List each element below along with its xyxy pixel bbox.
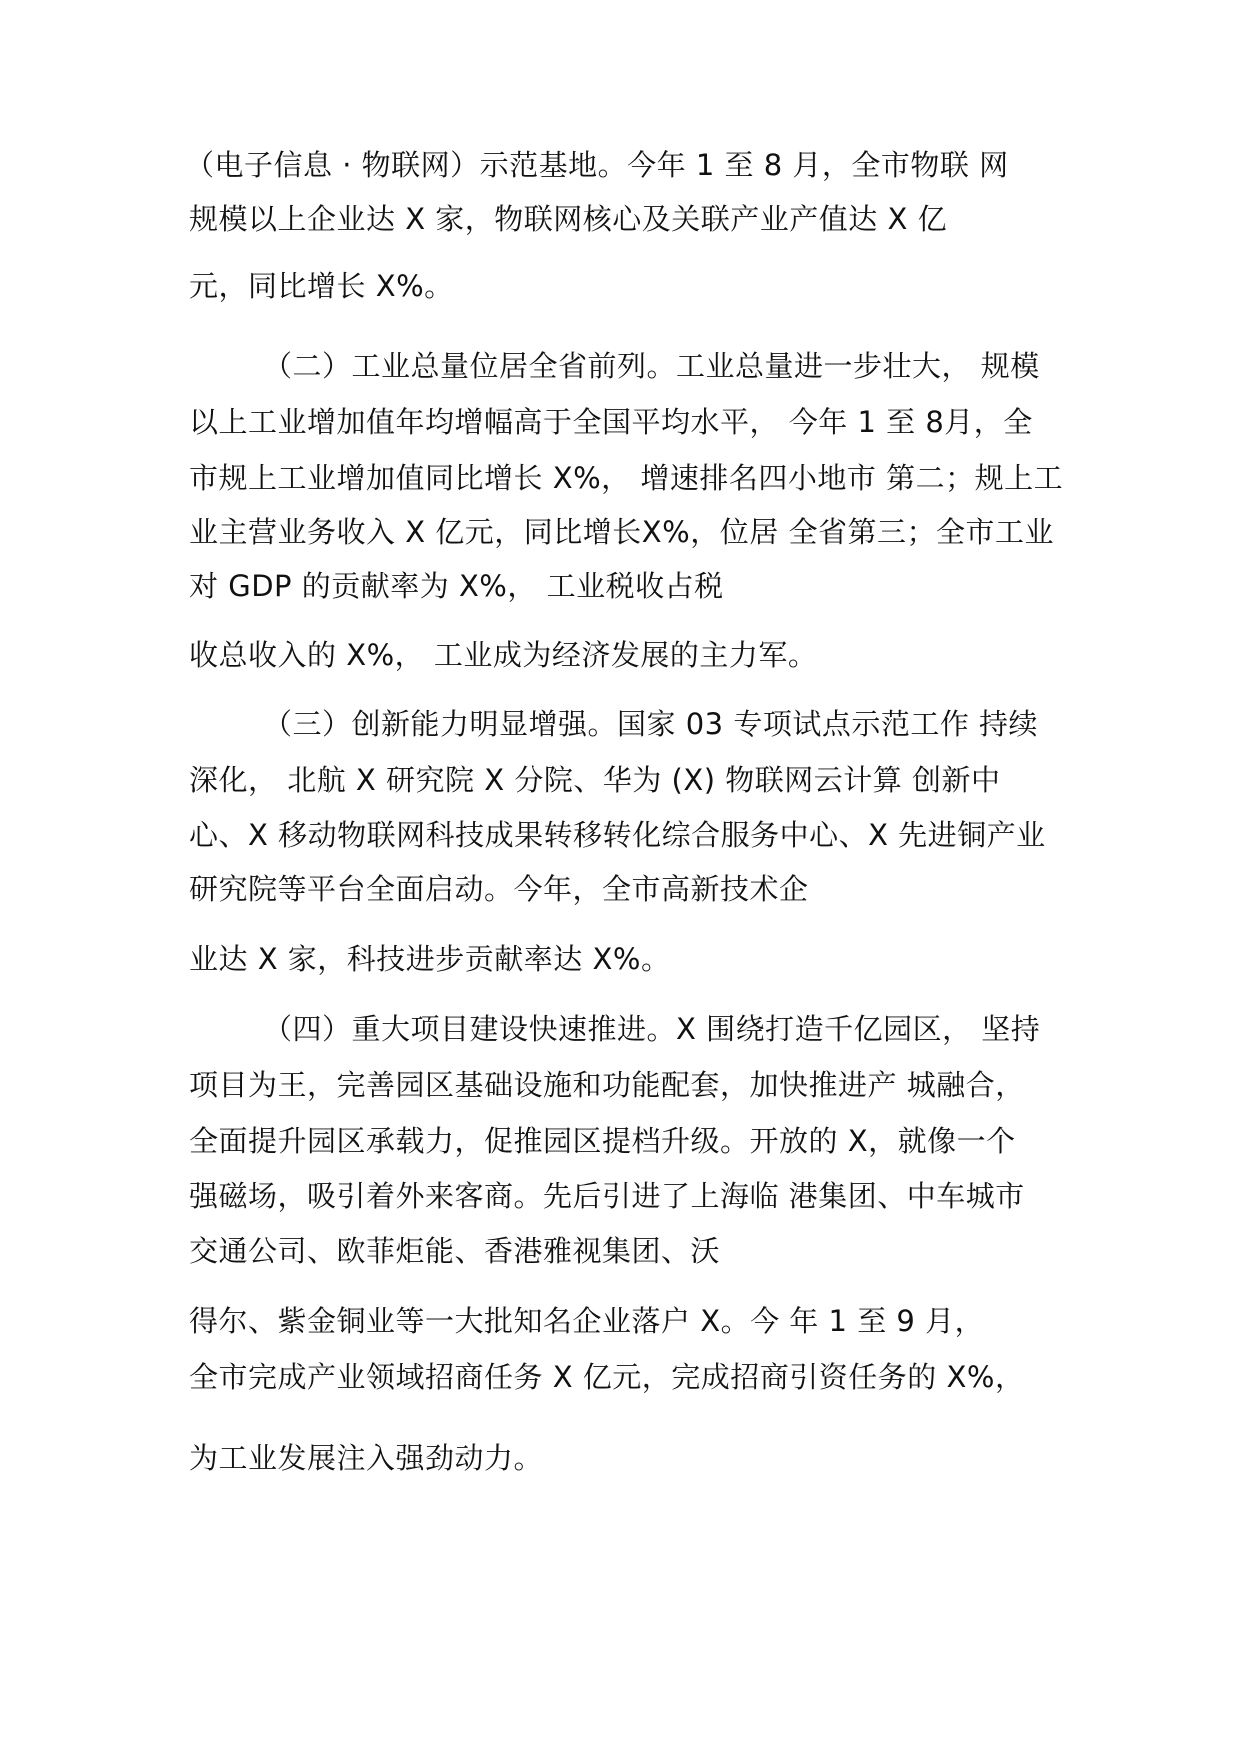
text-line-22: 为工业发展注入强劲动力。 bbox=[189, 1441, 544, 1475]
text-line-5: 以上工业增加值年均增幅高于全国平均水平， 今年 1 至 8月，全 bbox=[189, 405, 1033, 439]
text-line-11: 深化， 北航 X 研究院 X 分院、华为 (X) 物联网云计算 创新中 bbox=[189, 763, 1001, 797]
text-line-15: （四）重大项目建设快速推进。X 围绕打造千亿园区， 坚持 bbox=[263, 1012, 1041, 1046]
text-line-4: （二）工业总量位居全省前列。工业总量进一步壮大， 规模 bbox=[263, 349, 1040, 383]
text-line-7: 业主营业务收入 X 亿元，同比增长X%，位居 全省第三；全市工业 bbox=[189, 515, 1054, 549]
text-line-14: 业达 X 家，科技进步贡献率达 X%。 bbox=[189, 942, 671, 976]
text-line-10: （三）创新能力明显增强。国家 03 专项试点示范工作 持续 bbox=[263, 707, 1039, 741]
text-line-19: 交通公司、欧菲炬能、香港雅视集团、沃 bbox=[189, 1234, 721, 1268]
text-line-8: 对 GDP 的贡献率为 X%， 工业税收占税 bbox=[189, 569, 724, 603]
text-line-1: （电子信息 · 物联网）示范基地。今年 1 至 8 月，全市物联 网 bbox=[185, 148, 1009, 182]
text-line-20: 得尔、紫金铜业等一大批知名企业落户 X。今 年 1 至 9 月， bbox=[189, 1304, 985, 1338]
text-line-3: 元，同比增长 X%。 bbox=[189, 269, 454, 303]
text-line-21: 全市完成产业领域招商任务 X 亿元，完成招商引资任务的 X%， bbox=[189, 1360, 1025, 1394]
text-line-13: 研究院等平台全面启动。今年，全市高新技术企 bbox=[189, 872, 809, 906]
text-line-16: 项目为王，完善园区基础设施和功能配套，加快推进产 城融合， bbox=[189, 1068, 1025, 1102]
text-line-17: 全面提升园区承载力，促推园区提档升级。开放的 X，就像一个 bbox=[189, 1124, 1016, 1158]
text-line-2: 规模以上企业达 X 家，物联网核心及关联产业产值达 X 亿 bbox=[189, 202, 948, 236]
text-line-6: 市规上工业增加值同比增长 X%， 增速排名四小地市 第二；规上工 bbox=[189, 461, 1064, 495]
text-line-9: 收总收入的 X%， 工业成为经济发展的主力军。 bbox=[189, 638, 818, 672]
text-line-18: 强磁场，吸引着外来客商。先后引进了上海临 港集团、中车城市 bbox=[189, 1179, 1025, 1213]
text-line-12: 心、X 移动物联网科技成果转移转化综合服务中心、X 先进铜产业 bbox=[189, 818, 1046, 852]
